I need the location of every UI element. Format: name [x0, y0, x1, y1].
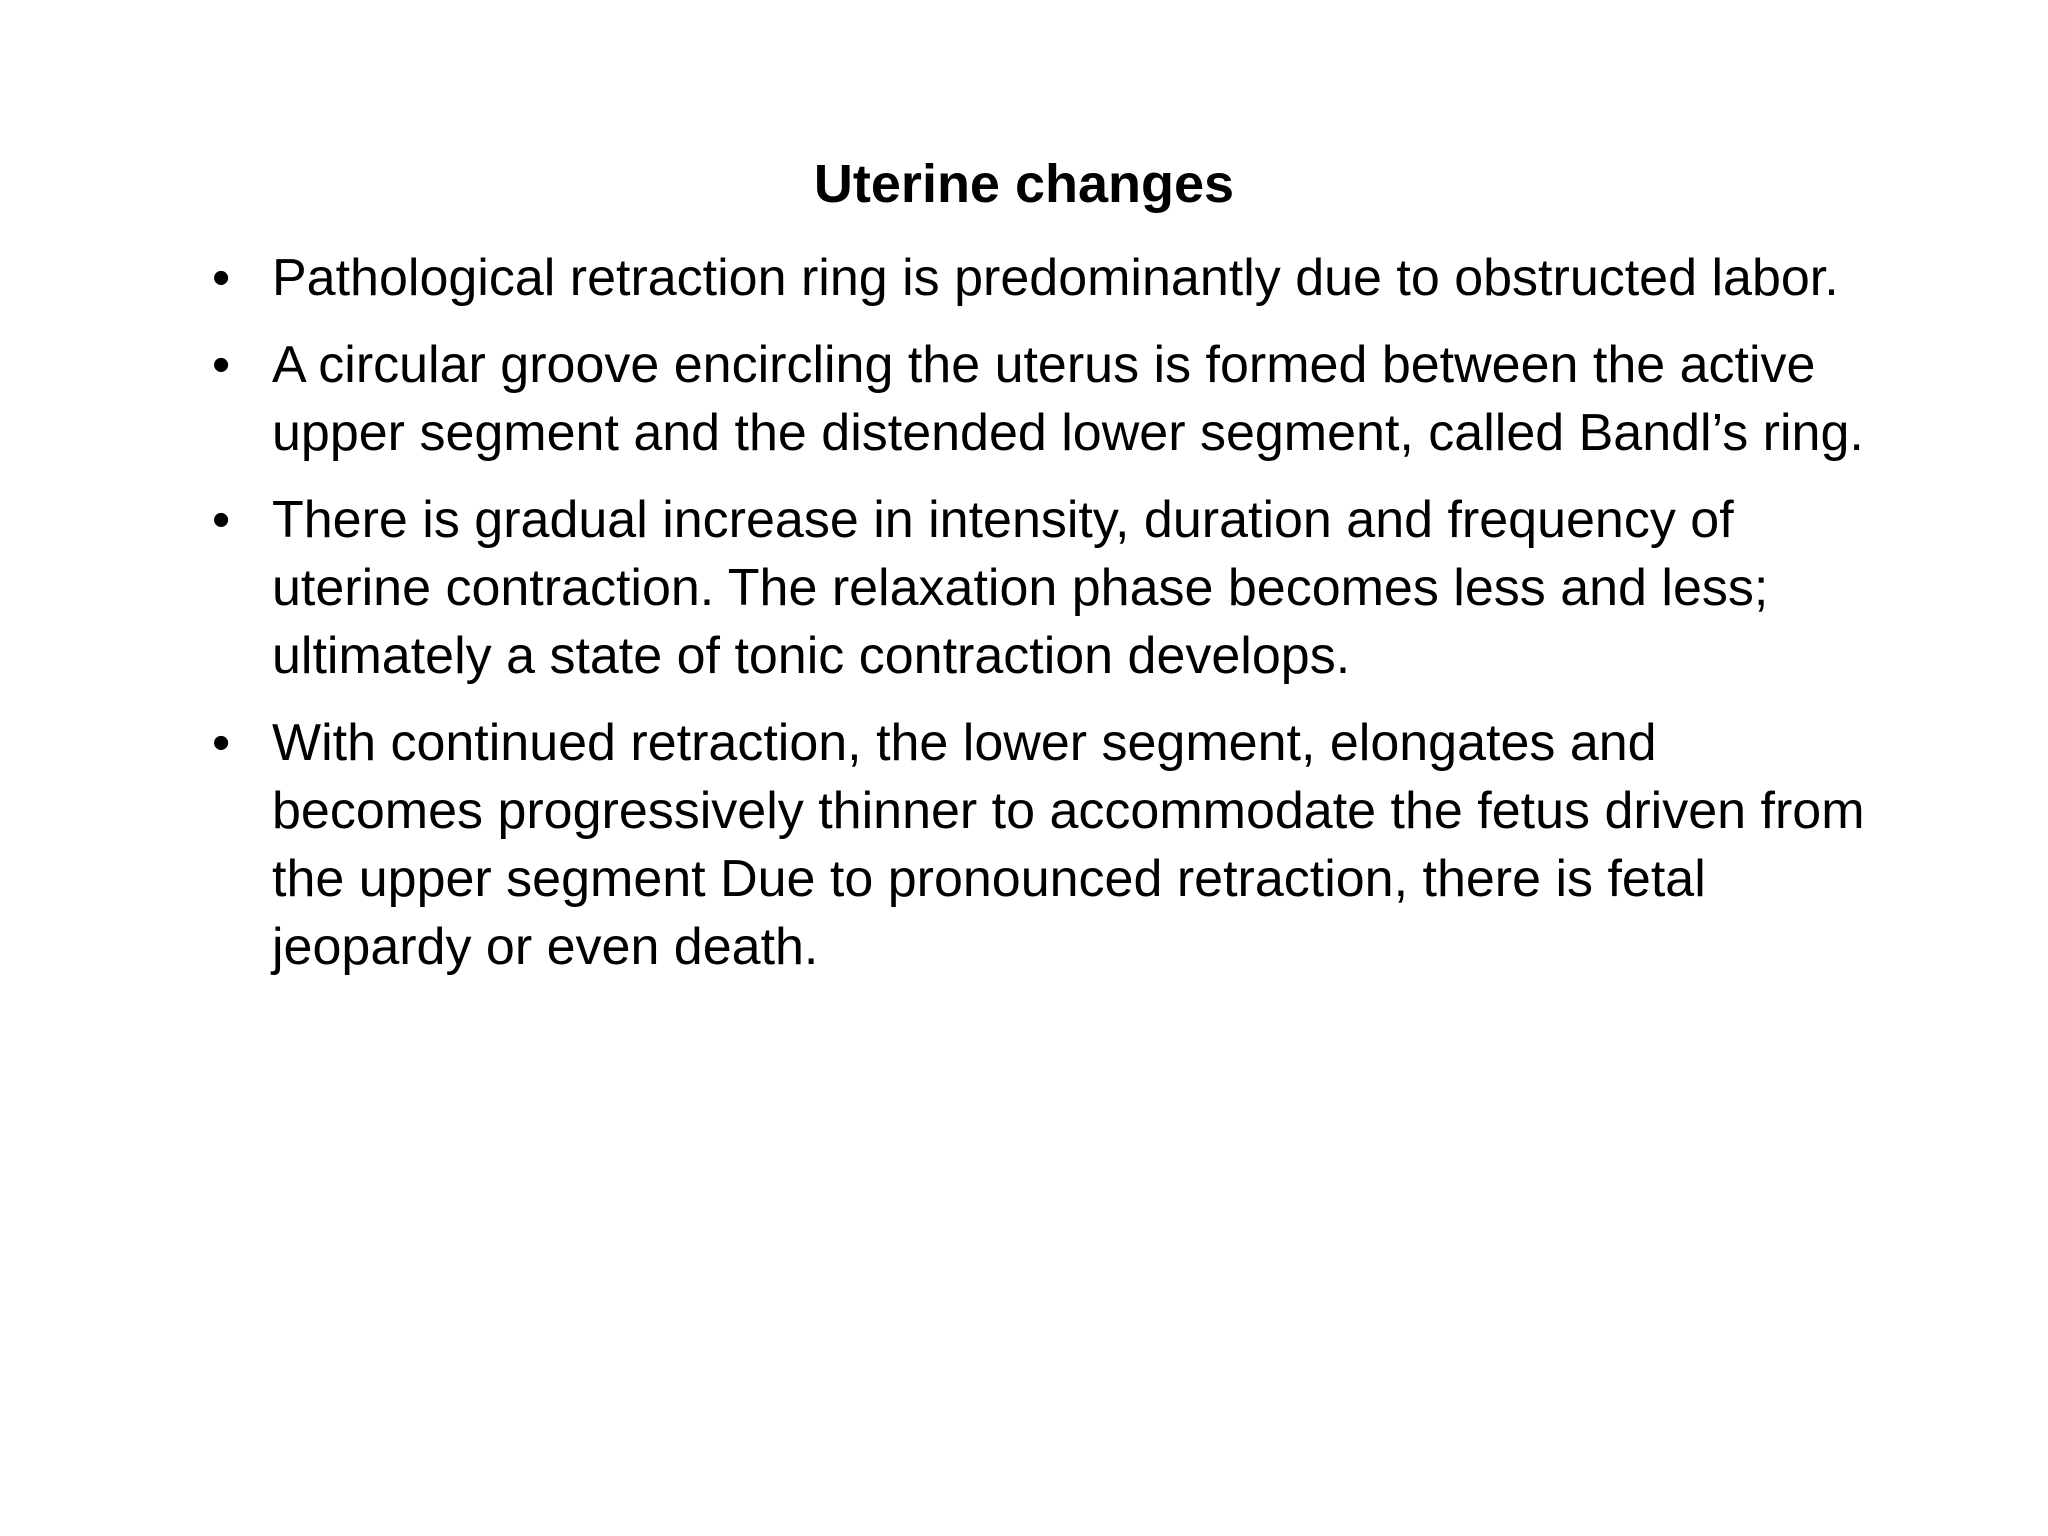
bullet-text: There is gradual increase in intensity, duration and frequency of uterine contraction. The relaxation phase becomes less and less; ultimately a state of tonic contraction develops. — [272, 491, 1769, 685]
bullet-marker: • — [212, 249, 231, 307]
bullet-text: With continued retraction, the lower segment, elongates and becomes progressively thinner to accommodate the fetus driven from the upper segment Due to pronounced retraction, there is fetal jeopardy or even death. — [272, 714, 1865, 976]
bullet-item — [206, 244, 1866, 312]
bullet-text: Pathological retraction ring is predominantly due to obstructed labor. — [272, 249, 1839, 307]
bullet-list — [206, 244, 1866, 981]
bullet-marker: • — [212, 336, 231, 394]
bullet-item — [206, 331, 1866, 467]
bullet-item — [206, 486, 1866, 690]
bullet-marker: • — [212, 491, 231, 549]
slide-title: Uterine changes — [813, 154, 1235, 214]
bullet-item — [206, 709, 1866, 981]
bullet-text: A circular groove encircling the uterus is formed between the active upper segment and the distended lower segment, called Bandl’s ring. — [272, 336, 1864, 462]
bullet-marker: • — [212, 714, 231, 772]
